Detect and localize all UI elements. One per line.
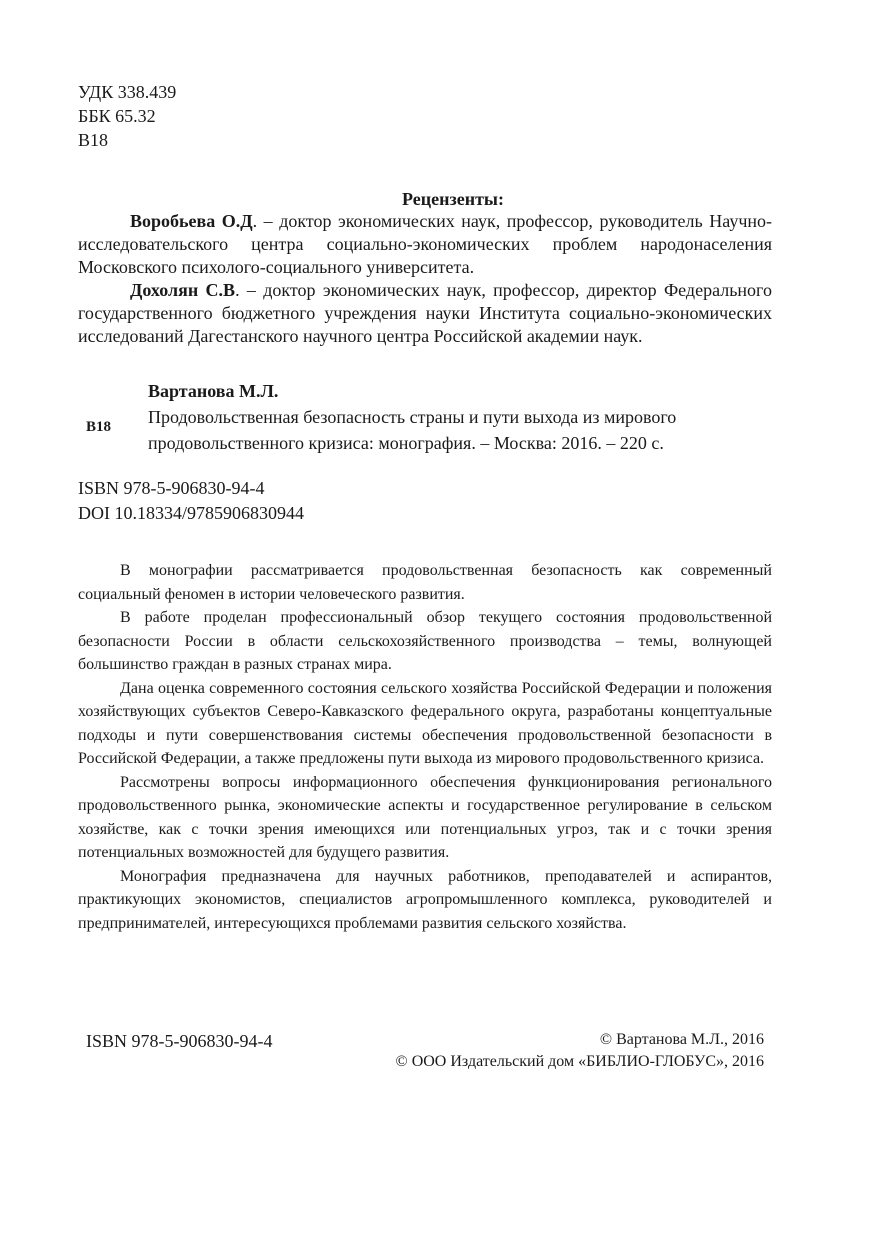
doi: DOI 10.18334/9785906830944 (78, 503, 304, 523)
reviewer-name: Воробьева О.Д (130, 211, 253, 231)
bibliographic-record (148, 378, 768, 456)
copyright-block (350, 1029, 764, 1073)
reviewer-name: Дохолян С.В (130, 280, 236, 300)
classification-codes (78, 80, 176, 152)
isbn: ISBN 978-5-906830-94-4 (78, 478, 265, 498)
reviewer-entry (78, 279, 772, 348)
udk-code: УДК 338.439 (78, 82, 177, 102)
bbk-code: ББК 65.32 (78, 106, 156, 126)
reviewers-heading: Рецензенты: (402, 189, 504, 209)
bibliography-code: В18 (86, 419, 112, 435)
copyright-publisher: © ООО Издательский дом «БИБЛИО-ГЛОБУС», 2016 (395, 1053, 764, 1070)
annotation-paragraph: Рассмотрены вопросы информационного обеспечения функционирования регионального продовольственного рынка, экономические аспекты и государственное регулирование в сельском хозяйстве, как с точки зрения имеющихся или потенциальных угроз, так и с точки зрения потенциальных возможностей для будущего развития. (78, 773, 772, 861)
annotation-paragraph: Дана оценка современного состояния сельского хозяйства Российской Федерации и положения хозяйствующих субъектов Северо-Кавказского федерального округа, разработаны концептуальные подходы и пути совершенствования системы обеспечения продовольственной безопасности в Российской Федерации, а также предложены пути выхода из мирового продовольственного кризиса. (78, 679, 772, 767)
reviewer-entry (78, 210, 772, 279)
reviewer-description: . – доктор экономических наук, профессор, директор Федерального государственного бюджетного учреждения науки Института социально-экономических исследований Дагестанского научного центра Российской академии наук. (78, 280, 772, 346)
annotation (78, 559, 772, 935)
book-author: Вартанова М.Л. (148, 381, 279, 401)
annotation-paragraph: Монография предназначена для научных работников, преподавателей и аспирантов, практикующих экономистов, специалистов агропромышленного комплекса, руководителей и предпринимателей, интересующихся проблемами развития сельского хозяйства. (78, 867, 772, 932)
reviewer-description: . – доктор экономических наук, профессор, руководитель Научно-исследовательского центра социально-экономических проблем народонаселения Московского психолого-социального университета. (78, 211, 772, 277)
annotation-paragraph: В работе проделан профессиональный обзор текущего состояния продовольственной безопасности России в области сельскохозяйственного производства – темы, волнующей большинство граждан в разных странах мира. (78, 609, 772, 673)
author-sign-code: В18 (78, 130, 109, 150)
book-description: Продовольственная безопасность страны и пути выхода из мирового продовольственного кризиса: монография. – Москва: 2016. – 220 с. (148, 407, 677, 453)
annotation-paragraph: В монографии рассматривается продовольственная безопасность как современный социальный феномен в истории человеческого развития. (78, 562, 772, 603)
reviewers-list (78, 210, 772, 348)
identifiers (78, 476, 304, 526)
copyright-author: © Вартанова М.Л., 2016 (599, 1031, 764, 1048)
footer-isbn: ISBN 978-5-906830-94-4 (86, 1031, 273, 1051)
